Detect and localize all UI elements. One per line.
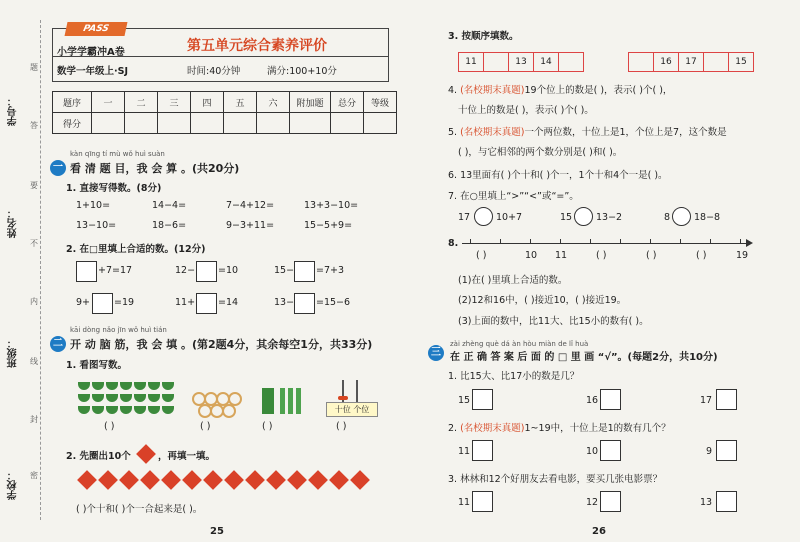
answer-box[interactable] (196, 261, 217, 282)
option-value: 9 (706, 446, 713, 457)
seq-cell-blank[interactable] (559, 53, 584, 72)
r5-line1: 5. (名校期末真题)一个两位数，十位上是1，个位上是7，这个数是 (448, 127, 727, 138)
score-cell[interactable] (290, 113, 331, 134)
fill-text: 9+ (76, 297, 91, 308)
right-page-number: 26 (592, 526, 606, 537)
section-number: 二 (50, 336, 66, 352)
option-value: 17 (700, 395, 713, 406)
seal-mark: 答 (30, 121, 38, 130)
number-line-tick: 11 (555, 250, 568, 261)
seal-mark: 封 (30, 415, 38, 424)
answer-box[interactable] (76, 261, 97, 282)
fill-text: =19 (114, 297, 135, 308)
score-header: 四 (191, 92, 224, 113)
sequence-row-2 (628, 52, 754, 72)
checkbox[interactable] (716, 389, 737, 410)
binding-sidebar (0, 0, 44, 542)
fill-text: =10 (218, 265, 239, 276)
seal-mark: 要 (30, 181, 38, 190)
seal-mark: 题 (30, 63, 38, 72)
fill-text: 13− (274, 297, 295, 308)
section2-title: 开 动 脑 筋，我 会 填 。(第2题4分，其余每空1分，共33分) (70, 338, 373, 351)
cmp-right: 10+7 (496, 212, 523, 223)
cmp-left: 17 (458, 212, 471, 223)
seq-cell: 14 (534, 53, 559, 72)
section2-pinyin: kāi dòng nǎo jīn wǒ huì tián (70, 326, 167, 334)
s3-q2: 2. (名校期末真题)1~19中，十位上是1的数有几个？ (448, 423, 671, 434)
score-header: 总分 (331, 92, 364, 113)
number-line-tick[interactable]: ( ) (696, 250, 707, 261)
section1-title: 看 清 题 目，我 会 算 。(共20分) (70, 162, 240, 175)
s3-q3: 3. 林林和12个好朋友去看电影，要买几张电影票？ (448, 474, 663, 485)
exam-no-label: 学号： (8, 96, 19, 126)
number-line-tick[interactable]: ( ) (476, 250, 487, 261)
time-label: 时间:40分钟 (187, 66, 241, 77)
famous-school-tag: (名校期末真题) (460, 423, 525, 434)
compare-circle[interactable] (672, 207, 691, 226)
section3-title: 在 正 确 答 案 后 面 的 □ 里 画 “√”。(每题2分，共10分) (450, 352, 718, 363)
class-label: 班级： (8, 338, 19, 368)
r8-label: 8. (448, 238, 459, 249)
famous-school-tag: (名校期末真题) (460, 85, 525, 96)
cmp-right: 13−2 (596, 212, 623, 223)
seq-cell: 13 (509, 53, 534, 72)
score-cell[interactable] (364, 113, 397, 134)
seal-mark: 不 (30, 239, 38, 248)
name-label: 姓名： (8, 208, 19, 238)
seq-cell-blank[interactable] (484, 53, 509, 72)
fill-text: =7+3 (316, 265, 345, 276)
r8-sub-c: (3)上面的数中，比11大、比15小的数有( )。 (458, 316, 649, 327)
answer-paren[interactable]: ( ) (104, 421, 115, 432)
calc-item: 18−6= (152, 220, 187, 231)
seal-mark: 密 (30, 471, 38, 480)
number-line-tick[interactable]: ( ) (646, 250, 657, 261)
seq-cell: 17 (679, 53, 704, 72)
s1-q2-title: 2. 在□里填上合适的数。(12分) (66, 244, 206, 255)
score-cell[interactable] (92, 113, 125, 134)
score-header: 二 (125, 92, 158, 113)
r5-line2: ( )，与它相邻的两个数分别是( )和( )。 (458, 147, 623, 158)
header-box (52, 28, 389, 82)
cmp-left: 15 (560, 212, 573, 223)
option-value: 16 (586, 395, 599, 406)
score-row-label: 得分 (53, 113, 92, 134)
answer-paren[interactable]: ( ) (262, 421, 273, 432)
score-cell[interactable] (158, 113, 191, 134)
r3-title: 3. 按顺序填数。 (448, 31, 519, 42)
calc-item: 7−4+12= (226, 200, 275, 211)
checkbox[interactable] (716, 440, 737, 461)
score-header: 一 (92, 92, 125, 113)
pass-logo: PASS (65, 22, 128, 36)
answer-box[interactable] (294, 261, 315, 282)
score-cell[interactable] (331, 113, 364, 134)
subject-label: 数学一年级上·SJ (57, 66, 128, 77)
fill-text: =14 (218, 297, 239, 308)
checkbox[interactable] (600, 440, 621, 461)
score-header: 题序 (53, 92, 92, 113)
answer-box[interactable] (92, 293, 113, 314)
option-value: 13 (700, 497, 713, 508)
fill-text: 11+ (175, 297, 196, 308)
fill-text: 12− (175, 265, 196, 276)
calc-item: 15−5+9= (304, 220, 353, 231)
seq-cell-blank[interactable] (629, 53, 654, 72)
calc-item: 13−10= (76, 220, 117, 231)
score-cell[interactable] (224, 113, 257, 134)
section1-number-badge (50, 160, 66, 176)
fill-text: +7=17 (98, 265, 133, 276)
r4-line2: 十位上的数是( )，表示( )个( )。 (458, 105, 594, 116)
fill-text: 15− (274, 265, 295, 276)
section-number: 一 (50, 160, 66, 176)
s2-q1-title: 1. 看图写数。 (66, 360, 128, 371)
score-cell[interactable] (191, 113, 224, 134)
s2-q2-title-b: ，再填一填。 (158, 451, 216, 462)
answer-box[interactable] (294, 293, 315, 314)
score-header: 六 (257, 92, 290, 113)
section3-number-badge (428, 345, 444, 361)
divider (53, 56, 388, 57)
answer-box[interactable] (196, 293, 217, 314)
checkbox[interactable] (600, 491, 621, 512)
s1-q1-title: 1. 直接写得数。(8分) (66, 183, 162, 194)
r8-sub-b: (2)12和16中，( )接近10，( )接近19。 (458, 295, 627, 306)
s2-q2-title-a: 2. 先圈出10个 (66, 451, 131, 462)
section2-number-badge (50, 336, 66, 352)
cmp-left: 8 (664, 212, 671, 223)
calc-item: 1+10= (76, 200, 111, 211)
r8-sub-a: (1)在( )里填上合适的数。 (458, 275, 568, 286)
compare-circle[interactable] (474, 207, 493, 226)
r4-line1: 4. (名校期末真题)19个位上的数是( )，表示( )个( )， (448, 85, 673, 96)
score-cell[interactable] (257, 113, 290, 134)
option-value: 12 (586, 497, 599, 508)
full-score-label: 满分:100+10分 (267, 66, 337, 77)
book-title: 小学学霸冲A卷 (57, 47, 125, 58)
calc-item: 13+3−10= (304, 200, 359, 211)
checkbox[interactable] (472, 389, 493, 410)
score-table (52, 91, 397, 134)
s3-q1: 1. 比15大、比17小的数是几？ (448, 371, 580, 382)
seq-cell: 16 (654, 53, 679, 72)
checkbox[interactable] (716, 491, 737, 512)
score-header: 附加题 (290, 92, 331, 113)
checkbox[interactable] (600, 389, 621, 410)
sequence-row-1 (458, 52, 584, 72)
calc-item: 14−4= (152, 200, 187, 211)
r7-text: 7. 在○里填上“>”“<”或“=”。 (448, 191, 579, 202)
section3-pinyin: zài zhèng què dá àn hòu miàn de lǐ huà (450, 340, 589, 348)
number-line-tick: 10 (525, 250, 538, 261)
option-value: 11 (458, 446, 471, 457)
option-value: 11 (458, 497, 471, 508)
number-line-tick[interactable]: ( ) (596, 250, 607, 261)
cmp-right: 18−8 (694, 212, 721, 223)
left-page-number: 25 (210, 526, 224, 537)
seq-cell: 11 (459, 53, 484, 72)
s2-q2-answer-line: ( )个十和( )个一合起来是( )。 (76, 504, 203, 515)
famous-school-tag: (名校期末真题) (460, 127, 525, 138)
option-value: 10 (586, 446, 599, 457)
score-header: 三 (158, 92, 191, 113)
score-header: 等级 (364, 92, 397, 113)
answer-paren[interactable]: ( ) (200, 421, 211, 432)
section-number: 三 (428, 345, 444, 361)
abacus-label: 十位 个位 (326, 402, 378, 417)
checkbox[interactable] (472, 440, 493, 461)
school-label: 学校： (8, 470, 19, 500)
fu-diamond-icon (136, 444, 156, 464)
cut-line (40, 20, 41, 520)
number-line-tick: 19 (736, 250, 749, 261)
page-title: 第五单元综合素养评价 (187, 38, 327, 54)
r6-text: 6. 13里面有( )个十和( )个一，1个十和4个一是( )。 (448, 170, 668, 181)
seal-mark: 线 (30, 357, 38, 366)
checkbox[interactable] (472, 491, 493, 512)
calc-item: 9−3+11= (226, 220, 275, 231)
fill-text: =15−6 (316, 297, 351, 308)
seq-cell-blank[interactable] (704, 53, 729, 72)
score-cell[interactable] (125, 113, 158, 134)
section1-pinyin: kàn qīng tí mù wǒ huì suàn (70, 150, 165, 158)
answer-paren[interactable]: ( ) (336, 421, 347, 432)
seq-cell: 15 (729, 53, 754, 72)
option-value: 15 (458, 395, 471, 406)
compare-circle[interactable] (574, 207, 593, 226)
seal-mark: 内 (30, 297, 38, 306)
score-header: 五 (224, 92, 257, 113)
